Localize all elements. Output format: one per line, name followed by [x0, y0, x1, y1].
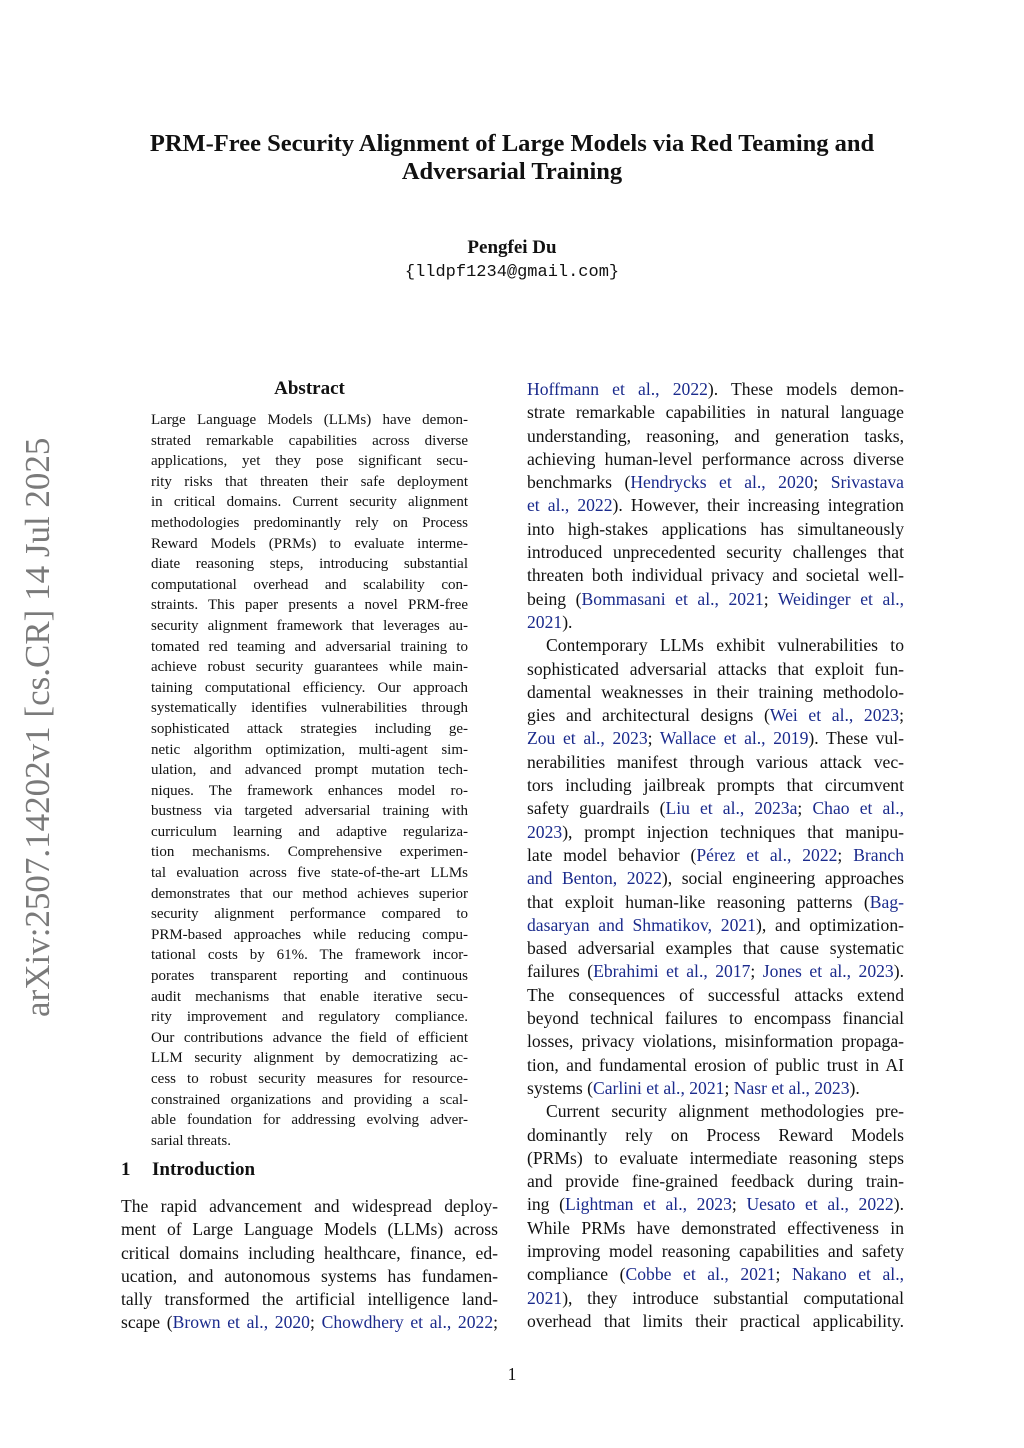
text-run: ;: [724, 1077, 734, 1098]
text-line: [527, 1263, 904, 1286]
citation-link[interactable]: Pérez et al., 2022: [696, 844, 838, 865]
abstract-line: tomated red teaming and adversarial training to: [151, 638, 468, 655]
text-run: ), and optimization-: [755, 914, 905, 935]
text-line: [527, 1007, 904, 1030]
citation-link[interactable]: Chao et al.,: [812, 798, 904, 819]
text-run: ). However, their increasing integration: [612, 495, 904, 516]
section-title: Introduction: [152, 1159, 256, 1180]
citation-link[interactable]: Weidinger et al.,: [777, 588, 904, 609]
abstract-line: sarial threats.: [151, 1132, 231, 1149]
paper-title-line-1: PRM-Free Security Alignment of Large Models via Red Teaming and: [149, 130, 875, 157]
text-run: tally transformed the artificial intelligence land-: [121, 1289, 498, 1310]
text-run: being (: [527, 588, 582, 609]
abstract-line: sophisticated attack strategies including ge-: [151, 720, 468, 737]
text-line: [527, 937, 904, 960]
citation-link[interactable]: Srivastava: [830, 472, 904, 493]
citation-link[interactable]: Ebrahimi et al., 2017: [593, 961, 751, 982]
abstract-line: methodologies predominantly rely on Process: [151, 514, 468, 531]
citation-link[interactable]: and Benton, 2022: [527, 868, 662, 889]
text-line: [527, 634, 904, 657]
citation-link[interactable]: Hoffmann et al., 2022: [527, 379, 708, 399]
citation-link[interactable]: Uesato et al., 2022: [746, 1194, 894, 1215]
text-line: [527, 797, 904, 820]
text-line: [527, 401, 904, 424]
text-line: [527, 727, 904, 750]
text-run: into high-stakes applications has simultaneously: [527, 518, 904, 539]
text-run: ing (: [527, 1194, 566, 1215]
text-run: The consequences of successful attacks extend: [527, 984, 904, 1005]
text-run: sophisticated adversarial attacks that exploit fun-: [527, 658, 904, 679]
text-line: [527, 541, 904, 564]
abstract-heading: Abstract: [274, 378, 345, 399]
text-run: Contemporary LLMs exhibit vulnerabilities to: [546, 635, 904, 656]
text-run: gies and architectural designs (: [527, 705, 770, 726]
text-line: [527, 1310, 904, 1333]
section-number: 1: [121, 1159, 131, 1180]
citation-link[interactable]: Wei et al., 2023: [769, 705, 900, 726]
text-line: [527, 1054, 904, 1077]
citation-link[interactable]: Brown et al., 2020: [172, 1312, 310, 1333]
text-line: [527, 1170, 904, 1193]
text-line: [527, 1124, 904, 1147]
text-line: [527, 681, 904, 704]
citation-link[interactable]: dasaryan and Shmatikov, 2021: [527, 914, 756, 935]
abstract-line: curriculum learning and adaptive regulariza-: [151, 823, 468, 840]
abstract-line: straints. This paper presents a novel PRM-free: [151, 597, 468, 614]
citation-link[interactable]: Chowdhery et al., 2022: [321, 1312, 494, 1333]
text-line: [527, 494, 904, 517]
text-line: [527, 471, 904, 494]
abstract-line: PRM-based approaches while reducing compu-: [151, 926, 468, 943]
abstract-line: bustness via targeted adversarial training with: [151, 803, 468, 820]
author-email: {lldpf1234@gmail.com}: [404, 263, 620, 282]
text-run: ). These vul-: [808, 728, 904, 749]
abstract-line: LLM security alignment by democratizing ac-: [151, 1050, 468, 1067]
citation-link[interactable]: Hendrycks et al., 2020: [630, 472, 814, 493]
text-run: losses, privacy violations, misinformation propaga-: [527, 1031, 904, 1052]
text-run: threaten both individual privacy and societal well-: [527, 565, 904, 586]
abstract-line: cess to robust security measures for resource-: [151, 1071, 468, 1087]
text-run: compliance (: [527, 1264, 626, 1285]
text-run: ).: [893, 961, 904, 982]
text-run: late model behavior (: [527, 844, 697, 865]
citation-link[interactable]: Lightman et al., 2023: [565, 1194, 732, 1215]
text-run: scape (: [121, 1312, 173, 1333]
text-line: [527, 774, 904, 797]
text-run: The rapid advancement and widespread deploy-: [121, 1196, 498, 1216]
text-line: [527, 1287, 904, 1310]
text-run: strate remarkable capabilities in natural language: [527, 402, 904, 423]
text-run: benchmarks (: [527, 472, 631, 493]
page-number: 1: [507, 1364, 517, 1384]
citation-link[interactable]: Liu et al., 2023a: [665, 798, 798, 819]
text-run: introduced unprecedented security challenges that: [527, 542, 904, 563]
text-run: ;: [797, 798, 813, 819]
text-run: safety guardrails (: [527, 798, 666, 819]
text-line: [527, 658, 904, 681]
abstract-line: strated remarkable capabilities across diverse: [151, 432, 468, 449]
citation-link[interactable]: Nakano et al.,: [791, 1264, 904, 1285]
text-run: and provide fine-grained feedback during train-: [527, 1171, 904, 1192]
abstract-line: ulation, and advanced prompt mutation tech-: [151, 762, 468, 779]
text-run: ;: [899, 705, 904, 726]
text-line: [527, 867, 904, 890]
text-run: ;: [763, 588, 778, 609]
text-run: ), prompt injection techniques that manipu-: [562, 821, 904, 842]
text-line: [121, 1195, 498, 1218]
abstract-line: applications, yet they pose significant secu-: [151, 453, 468, 470]
text-run: ucation, and autonomous systems has fundamen-: [121, 1265, 498, 1286]
abstract-line: able foundation for addressing evolving adver-: [151, 1112, 468, 1129]
paper-title-line-2: Adversarial Training: [401, 158, 623, 185]
abstract-line: constrained organizations and providing a scal-: [151, 1091, 468, 1108]
text-line: [527, 1193, 904, 1216]
text-line: [527, 1217, 904, 1240]
text-line: [527, 378, 904, 401]
citation-link[interactable]: Branch: [853, 844, 904, 865]
text-line: [527, 425, 904, 448]
citation-link[interactable]: Cobbe et al., 2021: [625, 1264, 776, 1285]
text-run: ;: [750, 961, 763, 982]
text-run: ;: [647, 728, 660, 749]
abstract-line: tational costs by 61%. The framework incor-: [151, 947, 468, 964]
text-run: dominantly rely on Process Reward Models: [527, 1124, 904, 1145]
text-run: failures (: [527, 961, 594, 982]
abstract-line: tal evaluation across five state-of-the-art LLMs: [151, 865, 468, 882]
author-name: Pengfei Du: [467, 237, 557, 258]
text-line: [527, 611, 904, 634]
text-run: ).: [562, 611, 573, 632]
text-run: tion, and fundamental erosion of public trust in AI: [527, 1054, 904, 1075]
text-run: ;: [813, 472, 831, 493]
text-run: ;: [837, 844, 854, 865]
text-run: ).: [849, 1077, 860, 1098]
abstract-line: demonstrates that our method achieves superior: [151, 885, 468, 902]
abstract-line: porates transparent reporting and continuous: [151, 968, 468, 985]
text-line: [527, 518, 904, 541]
text-line: [527, 1147, 904, 1170]
text-run: ;: [731, 1194, 747, 1215]
citation-link[interactable]: 2021: [527, 611, 563, 632]
text-run: ), they introduce substantial computational: [562, 1287, 904, 1308]
citation-link[interactable]: Bag-: [869, 891, 904, 912]
text-run: overhead that limits their practical applicability.: [527, 1310, 904, 1331]
text-run: ;: [309, 1312, 322, 1333]
text-line: [527, 960, 904, 983]
text-line: [527, 1077, 904, 1100]
text-run: (PRMs) to evaluate intermediate reasoning steps: [527, 1147, 904, 1168]
text-run: ), social engineering approaches: [661, 868, 905, 889]
text-line: [527, 914, 904, 937]
abstract-line: taining computational efficiency. Our approach: [151, 679, 468, 696]
text-run: systems (: [527, 1077, 593, 1098]
text-line: [527, 448, 904, 471]
abstract-line: rity risks that threaten their safe deployment: [151, 473, 468, 490]
citation-link[interactable]: Nasr et al., 2023: [733, 1077, 850, 1098]
text-run: nerabilities manifest through various attack vec-: [527, 751, 904, 772]
text-line: [527, 821, 904, 844]
text-line: [527, 588, 904, 611]
text-line: [527, 891, 904, 914]
text-run: ;: [493, 1312, 499, 1333]
text-run: critical domains including healthcare, finance, ed-: [121, 1242, 498, 1263]
arxiv-stamp: arXiv:2507.14202v1 [cs.CR] 14 Jul 2025: [18, 437, 57, 1017]
citation-link[interactable]: Wallace et al., 2019: [659, 728, 809, 749]
citation-link[interactable]: Carlini et al., 2021: [592, 1077, 725, 1098]
text-line: [527, 751, 904, 774]
text-run: Current security alignment methodologies pre-: [546, 1101, 904, 1122]
text-line: [527, 564, 904, 587]
abstract-line: netic algorithm optimization, multi-agent sim-: [151, 741, 468, 758]
abstract-line: tion mechanisms. Comprehensive experimen-: [151, 844, 468, 861]
text-run: improving model reasoning capabilities and safety: [527, 1240, 904, 1261]
abstract-line: Reward Models (PRMs) to evaluate interme-: [151, 535, 468, 552]
paper-title: [100, 130, 924, 186]
text-run: While PRMs have demonstrated effectiveness in: [527, 1217, 904, 1238]
text-line: [121, 1242, 498, 1265]
text-line: [121, 1218, 498, 1241]
citation-link[interactable]: 2021: [527, 1287, 563, 1308]
left-column-text: [121, 1195, 498, 1335]
right-column-text: [527, 378, 904, 1333]
citation-link[interactable]: et al., 2022: [527, 495, 613, 516]
abstract-line: in critical domains. Current security alignment: [151, 494, 468, 511]
text-run: tors including jailbreak prompts that circumvent: [527, 775, 904, 796]
text-run: that exploit human-like reasoning patterns (: [527, 891, 870, 912]
abstract-line: diate reasoning steps, introducing substantial: [151, 556, 468, 573]
abstract-line: niques. The framework enhances model ro-: [151, 782, 468, 799]
text-line: [527, 704, 904, 727]
abstract-line: achieve robust security guarantees while main-: [151, 659, 468, 676]
citation-link[interactable]: Zou et al., 2023: [527, 728, 648, 749]
abstract-body: [151, 410, 468, 1151]
text-line: [527, 1100, 904, 1123]
abstract-line: Our contributions advance the field of efficient: [151, 1029, 468, 1046]
text-run: beyond technical failures to encompass financial: [527, 1008, 904, 1029]
section-heading: [121, 1159, 255, 1181]
abstract-line: computational overhead and scalability con-: [151, 576, 468, 593]
abstract-line: security alignment framework that leverages au-: [151, 617, 468, 634]
text-run: ). These models demon-: [707, 379, 904, 399]
abstract-line: Large Language Models (LLMs) have demon-: [151, 412, 468, 428]
text-run: based adversarial examples that cause systematic: [527, 938, 904, 959]
text-run: understanding, reasoning, and generation tasks,: [527, 425, 904, 446]
text-run: achieving human-level performance across diverse: [527, 448, 904, 469]
text-line: [121, 1311, 498, 1334]
text-line: [527, 844, 904, 867]
citation-link[interactable]: Bommasani et al., 2021: [581, 588, 764, 609]
abstract-line: audit mechanisms that enable iterative secu-: [151, 988, 468, 1005]
citation-link[interactable]: 2023: [527, 821, 563, 842]
text-line: [121, 1265, 498, 1288]
abstract-line: security alignment performance compared to: [151, 906, 468, 923]
text-run: ).: [893, 1194, 904, 1215]
abstract-line: systematically identifies vulnerabilities through: [151, 700, 468, 717]
text-run: ;: [775, 1264, 792, 1285]
abstract-line: rity improvement and regulatory compliance.: [151, 1009, 468, 1026]
citation-link[interactable]: Jones et al., 2023: [762, 961, 894, 982]
text-line: [121, 1288, 498, 1311]
text-run: ment of Large Language Models (LLMs) across: [121, 1219, 498, 1240]
text-run: damental weaknesses in their training methodolo-: [527, 681, 904, 702]
text-line: [527, 1030, 904, 1053]
text-line: [527, 984, 904, 1007]
text-line: [527, 1240, 904, 1263]
